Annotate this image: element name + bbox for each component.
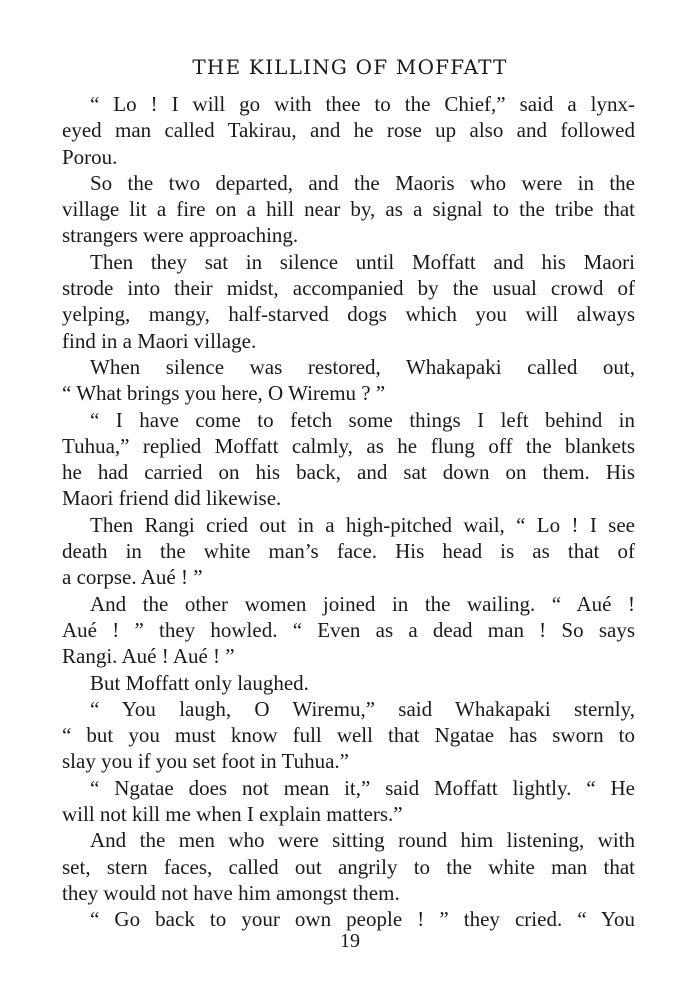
text-line: will not kill me when I explain matters.” <box>62 802 403 827</box>
page-number: 19 <box>340 930 360 952</box>
text-line: village lit a fire on a hill near by, as a signal to the tribe that <box>62 197 635 222</box>
text-line: Then Rangi cried out in a high-pitched wail, “ Lo ! I see <box>90 512 635 537</box>
text-line: “ but you must know full well that Ngatae has sworn to <box>62 723 635 748</box>
text-line: set, stern faces, called out angrily to the white man that <box>62 854 635 879</box>
text-line: slay you if you set foot in Tuhua.” <box>62 749 349 774</box>
text-line: And the other women joined in the wailing. “ Aué ! <box>90 591 635 616</box>
text-line: Maori friend did likewise. <box>62 486 282 511</box>
text-line: Aué ! ” they howled. “ Even as a dead man ! So says <box>62 617 635 642</box>
text-line: “ I have come to fetch some things I left behind in <box>90 407 635 432</box>
text-line: strode into their midst, accompanied by the usual crowd of <box>62 276 635 301</box>
text-line: When silence was restored, Whakapaki called out, <box>90 354 635 379</box>
body-text <box>62 91 635 933</box>
text-line: So the two departed, and the Maoris who were in the <box>90 170 635 195</box>
text-line: And the men who were sitting round him listening, with <box>90 828 635 853</box>
text-line: death in the white man’s face. His head is as that of <box>62 539 635 564</box>
text-line: yelping, mangy, half-starved dogs which you will always <box>62 302 635 327</box>
text-line: a corpse. Aué ! ” <box>62 565 203 590</box>
running-head: THE KILLING OF MOFFATT <box>192 55 508 79</box>
text-line: “ You laugh, O Wiremu,” said Whakapaki sternly, <box>90 696 635 721</box>
text-line: “ What brings you here, O Wiremu ? ” <box>62 381 386 406</box>
text-line: “ Lo ! I will go with thee to the Chief,” said a lynx- <box>90 92 635 116</box>
text-line: But Moffatt only laughed. <box>90 670 309 695</box>
text-line: they would not have him amongst them. <box>62 880 400 905</box>
text-line: Rangi. Aué ! Aué ! ” <box>62 644 235 669</box>
text-line: “ Go back to your own people ! ” they cried. “ You <box>90 907 635 932</box>
text-line: Then they sat in silence until Moffatt and his Maori <box>90 249 635 274</box>
text-line: Porou. <box>62 144 118 169</box>
text-line: find in a Maori village. <box>62 328 257 353</box>
text-line: eyed man called Takirau, and he rose up also and followed <box>62 118 635 143</box>
text-line: Tuhua,” replied Moffatt calmly, as he flung off the blankets <box>62 433 635 458</box>
text-line: strangers were approaching. <box>62 223 299 248</box>
text-line: “ Ngatae does not mean it,” said Moffatt lightly. “ He <box>90 775 635 800</box>
text-line: he had carried on his back, and sat down on them. His <box>62 460 635 485</box>
